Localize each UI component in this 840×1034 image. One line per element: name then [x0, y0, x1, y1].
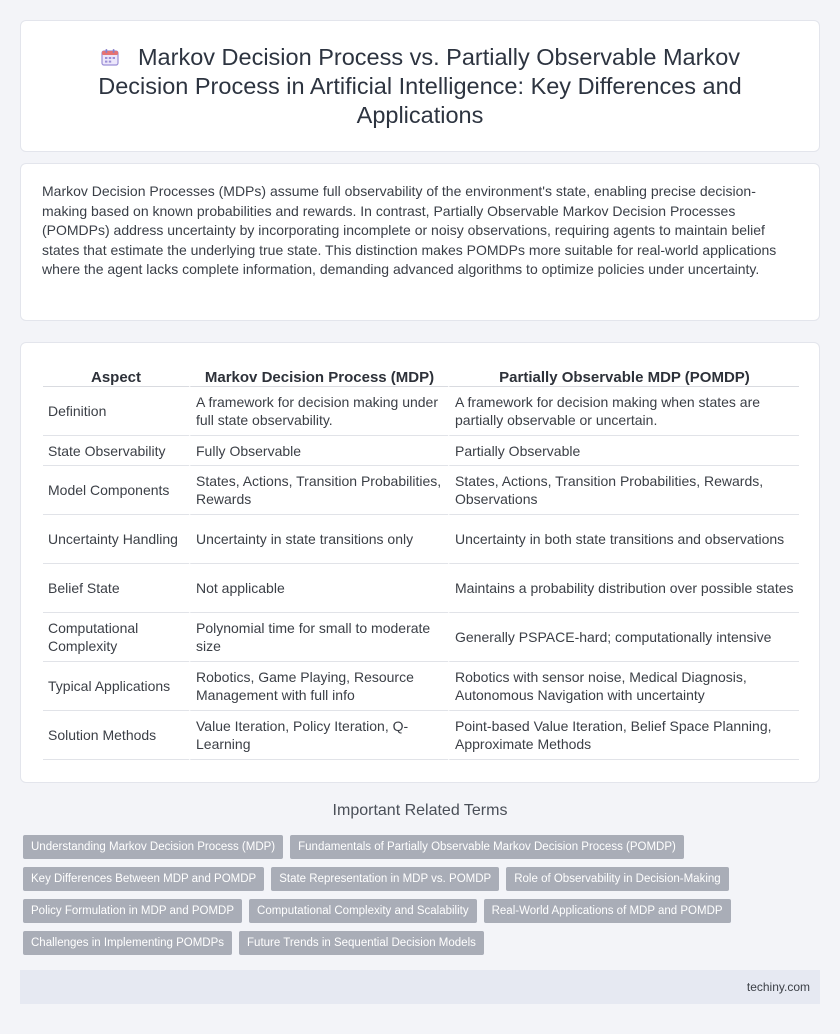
table-cell-pomdp: Generally PSPACE-hard; computationally intensive	[448, 613, 799, 662]
table-cell-aspect: Solution Methods	[43, 711, 189, 760]
related-term-tag[interactable]: Key Differences Between MDP and POMDP	[23, 867, 264, 891]
related-term-tag[interactable]: Computational Complexity and Scalability	[249, 899, 477, 923]
related-terms-list	[23, 835, 823, 963]
table-cell-pomdp: Robotics with sensor noise, Medical Diagnosis, Autonomous Navigation with uncertainty	[448, 662, 799, 711]
table-cell-aspect: Uncertainty Handling	[43, 515, 189, 564]
footer	[20, 970, 820, 1004]
table-cell-mdp: Value Iteration, Policy Iteration, Q-Learning	[189, 711, 448, 760]
table-row	[43, 466, 799, 515]
intro-paragraph: Markov Decision Processes (MDPs) assume full observability of the environment's state, enabling precise decision-making based on known probabilities and rewards. In contrast, Partially Observable Markov Decision Processes (POMDPs) address uncertainty by incorporating incomplete or noisy observations, requiring agents to maintain belief states that estimate the underlying true state. This distinction makes POMDPs more suitable for real-world applications where the agent lacks complete information, demanding advanced algorithms to optimize policies under uncertainty.	[42, 183, 777, 277]
related-term-tag[interactable]: Understanding Markov Decision Process (MDP)	[23, 835, 283, 859]
footer-site-link[interactable]: techiny.com	[746, 980, 810, 994]
table-cell-mdp: Not applicable	[189, 564, 448, 613]
table-cell-pomdp: Partially Observable	[448, 436, 799, 466]
related-term-tag[interactable]: Real-World Applications of MDP and POMDP	[484, 899, 731, 923]
header-mdp: Markov Decision Process (MDP)	[189, 361, 448, 387]
table-cell-pomdp: Point-based Value Iteration, Belief Space Planning, Approximate Methods	[448, 711, 799, 760]
calendar-icon	[100, 47, 120, 67]
table-cell-aspect: Model Components	[43, 466, 189, 515]
table-cell-aspect: Computational Complexity	[43, 613, 189, 662]
header-pomdp: Partially Observable MDP (POMDP)	[448, 361, 799, 387]
table-cell-aspect: State Observability	[43, 436, 189, 466]
table-cell-mdp: States, Actions, Transition Probabilities, Rewards	[189, 466, 448, 515]
table-row	[43, 613, 799, 662]
related-term-tag[interactable]: Challenges in Implementing POMDPs	[23, 931, 232, 955]
page-title	[61, 43, 779, 130]
related-term-tag[interactable]: State Representation in MDP vs. POMDP	[271, 867, 499, 891]
table-row	[43, 662, 799, 711]
related-term-tag[interactable]: Policy Formulation in MDP and POMDP	[23, 899, 242, 923]
tag-row	[23, 867, 823, 891]
table-cell-pomdp: States, Actions, Transition Probabilities, Rewards, Observations	[448, 466, 799, 515]
table-cell-pomdp: A framework for decision making when states are partially observable or uncertain.	[448, 387, 799, 436]
related-term-tag[interactable]: Future Trends in Sequential Decision Models	[239, 931, 484, 955]
table-cell-mdp: A framework for decision making under full state observability.	[189, 387, 448, 436]
table-cell-pomdp: Uncertainty in both state transitions and observations	[448, 515, 799, 564]
tag-row	[23, 931, 823, 955]
comparison-table	[43, 361, 799, 760]
table-cell-pomdp: Maintains a probability distribution over possible states	[448, 564, 799, 613]
table-row	[43, 515, 799, 564]
table-cell-mdp: Uncertainty in state transitions only	[189, 515, 448, 564]
table-row	[43, 711, 799, 760]
header-aspect: Aspect	[43, 361, 189, 387]
tag-row	[23, 899, 823, 923]
table-row	[43, 436, 799, 466]
table-cell-mdp: Polynomial time for small to moderate size	[189, 613, 448, 662]
table-header-row	[43, 361, 799, 387]
table-cell-aspect: Belief State	[43, 564, 189, 613]
table-row	[43, 564, 799, 613]
related-terms-heading: Important Related Terms	[332, 802, 508, 819]
table-cell-aspect: Definition	[43, 387, 189, 436]
comparison-table-card	[20, 342, 820, 783]
title-card	[20, 20, 820, 152]
table-cell-mdp: Fully Observable	[189, 436, 448, 466]
intro-card	[20, 163, 820, 321]
table-cell-aspect: Typical Applications	[43, 662, 189, 711]
page-title-text: Markov Decision Process vs. Partially Observable Markov Decision Process in Artificial Intelligence: Key Differences and Applications	[98, 44, 742, 128]
table-cell-mdp: Robotics, Game Playing, Resource Management with full info	[189, 662, 448, 711]
tag-row	[23, 835, 823, 859]
table-row	[43, 387, 799, 436]
related-term-tag[interactable]: Role of Observability in Decision-Making	[506, 867, 728, 891]
related-term-tag[interactable]: Fundamentals of Partially Observable Markov Decision Process (POMDP)	[290, 835, 684, 859]
